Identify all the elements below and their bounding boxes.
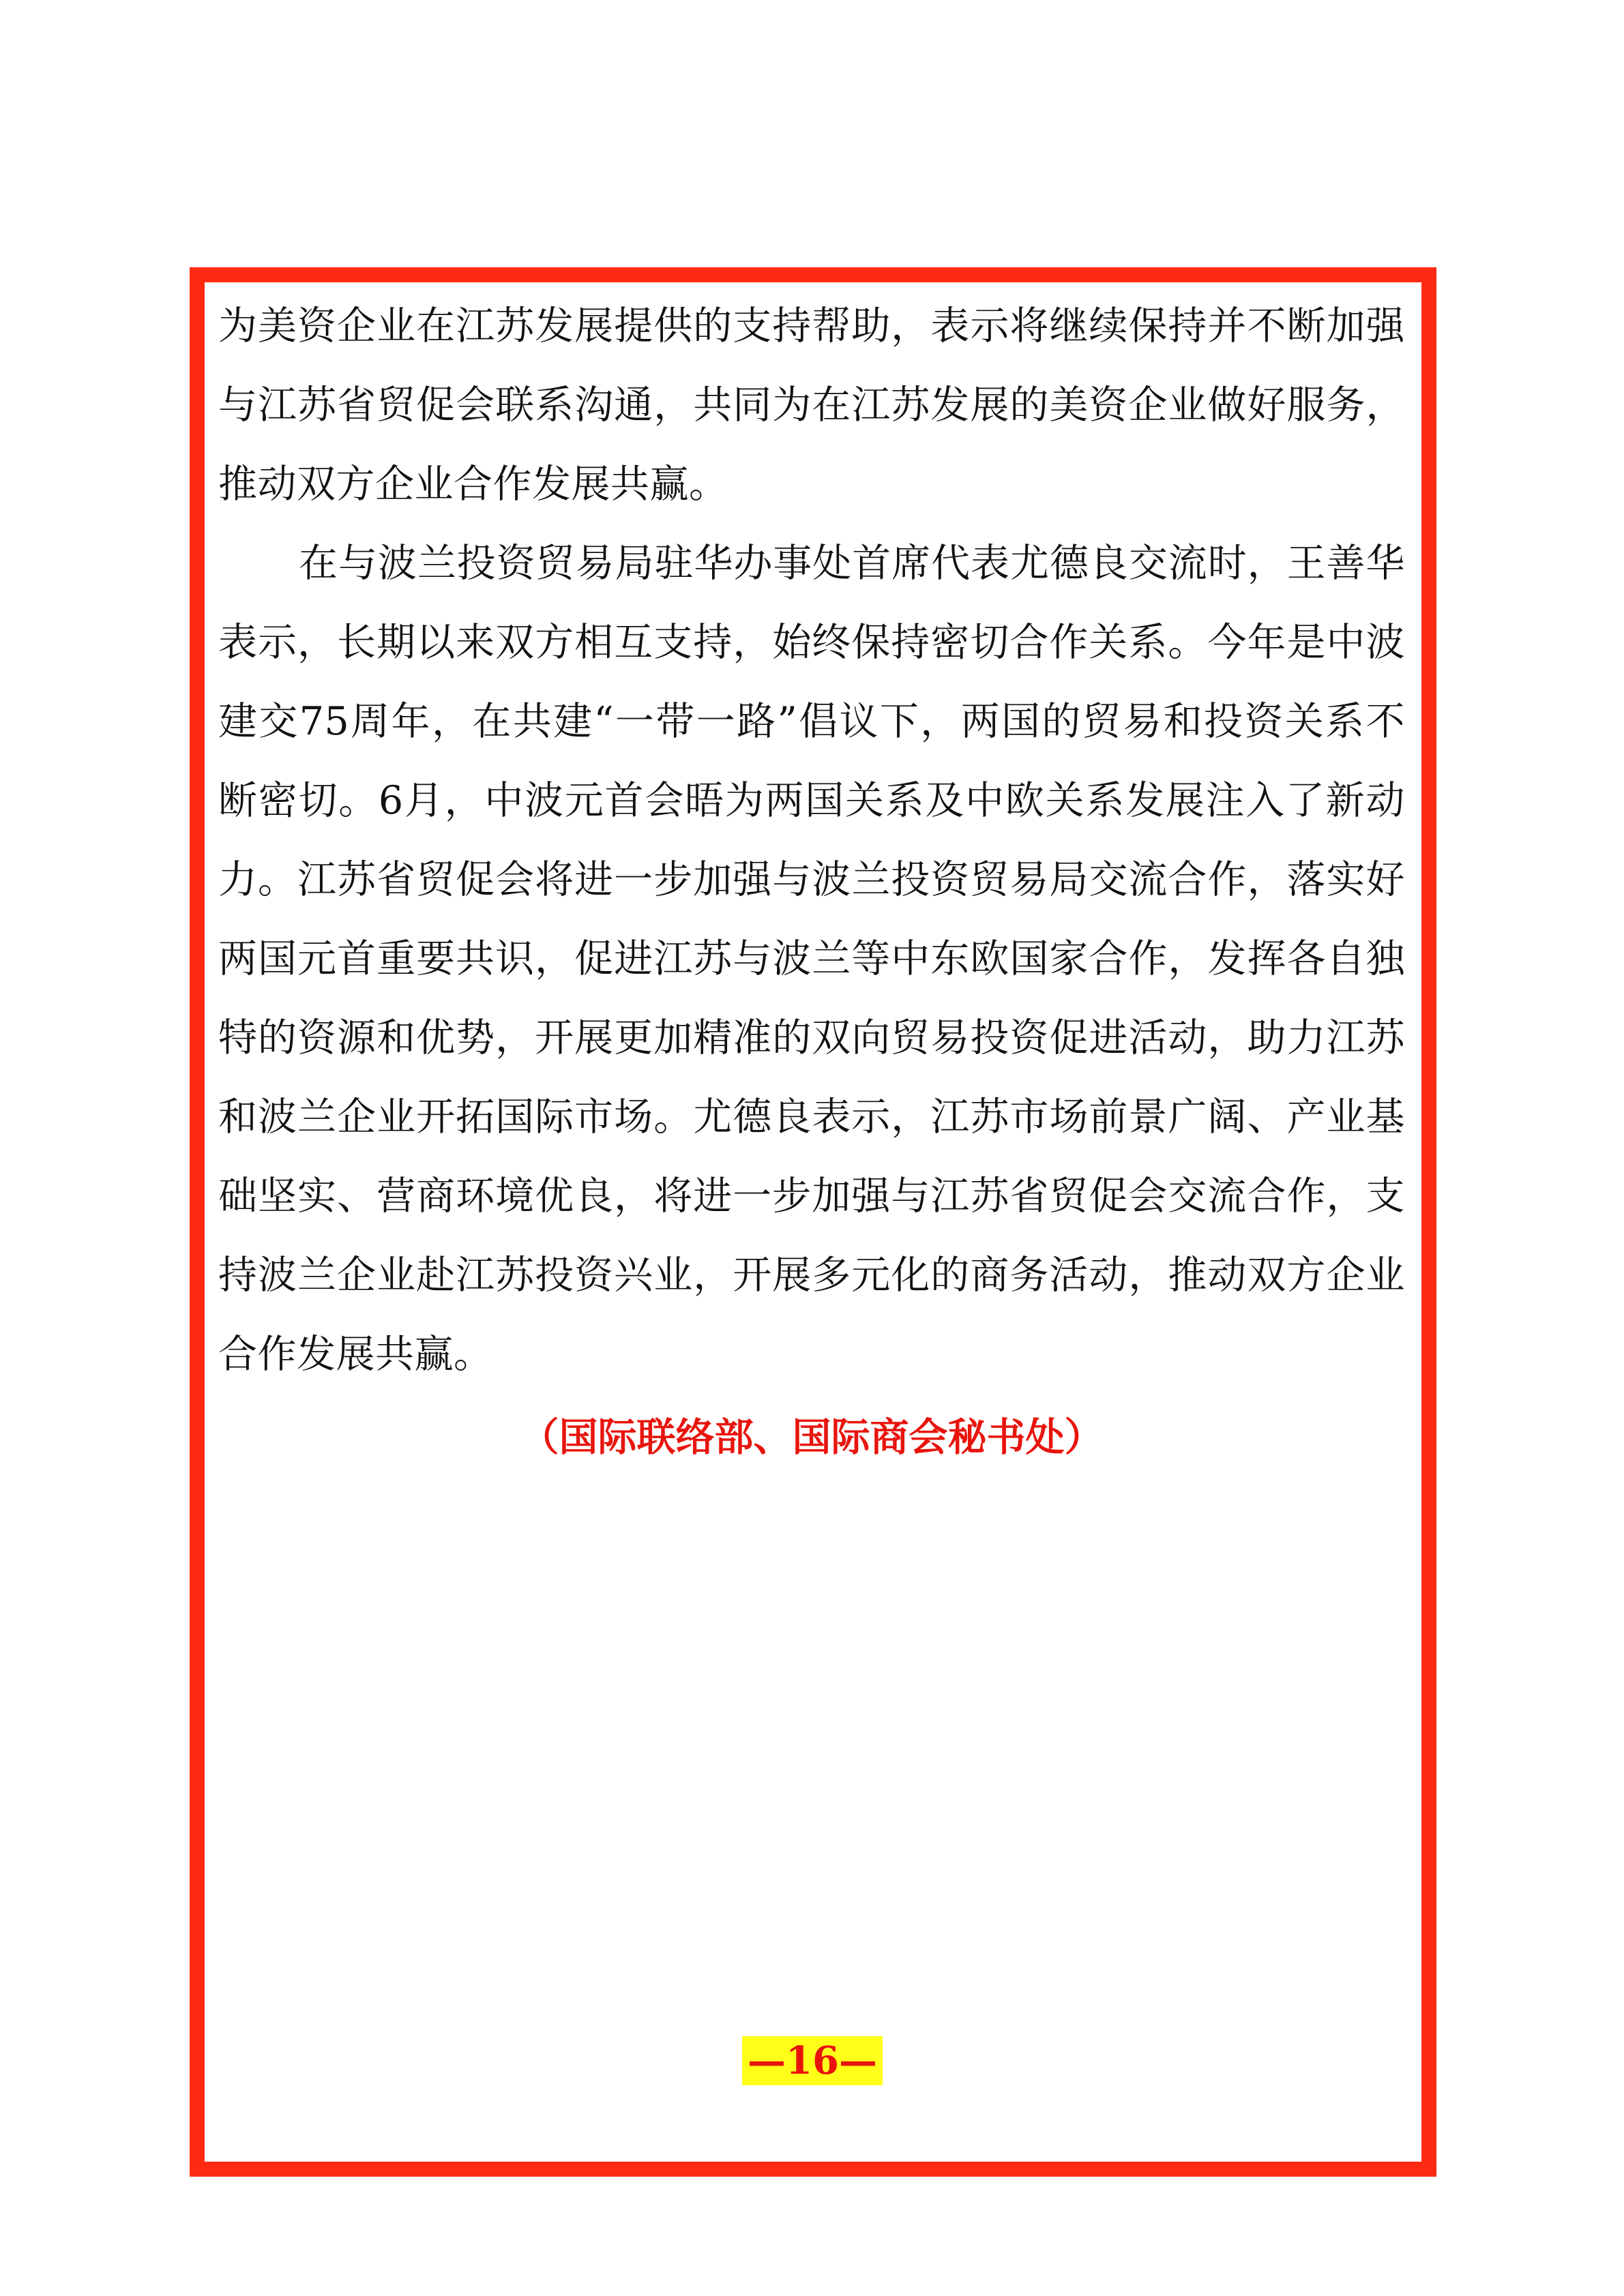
paragraph-2: 在与波兰投资贸易局驻华办事处首席代表尤德良交流时，王善华表示，长期以来双方相互支持，始终保持密切合作关系。今年是中波建交75周年，在共建“一带一路”倡议下，两国的贸易和投资关系不断密切。6月，中波元首会晤为两国关系及中欧关系发展注入了新动力。江苏省贸促会将进一步加强与波兰投资贸易局交流合作，落实好两国元首重要共识，促进江苏与波兰等中东欧国家合作，发挥各自独特的资源和优势，开展更加精准的双向贸易投资促进活动，助力江苏和波兰企业开拓国际市场。尤德良表示，江苏市场前景广阔、产业基础坚实、营商环境优良，将进一步加强与江苏省贸促会交流合作，支持波兰企业赴江苏投资兴业，开展多元化的商务活动，推动双方企业合作发展共赢。 <box>218 541 1405 1377</box>
page-number: —16— <box>742 2036 883 2085</box>
paragraph-1: 为美资企业在江苏发展提供的支持帮助，表示将继续保持并不断加强与江苏省贸促会联系沟通，共同为在江苏发展的美资企业做好服务，推动双方企业合作发展共赢。 <box>218 303 1405 507</box>
author-signature: （国际联络部、国际商会秘书处） <box>520 1415 1104 1460</box>
document-body <box>218 286 1405 1477</box>
